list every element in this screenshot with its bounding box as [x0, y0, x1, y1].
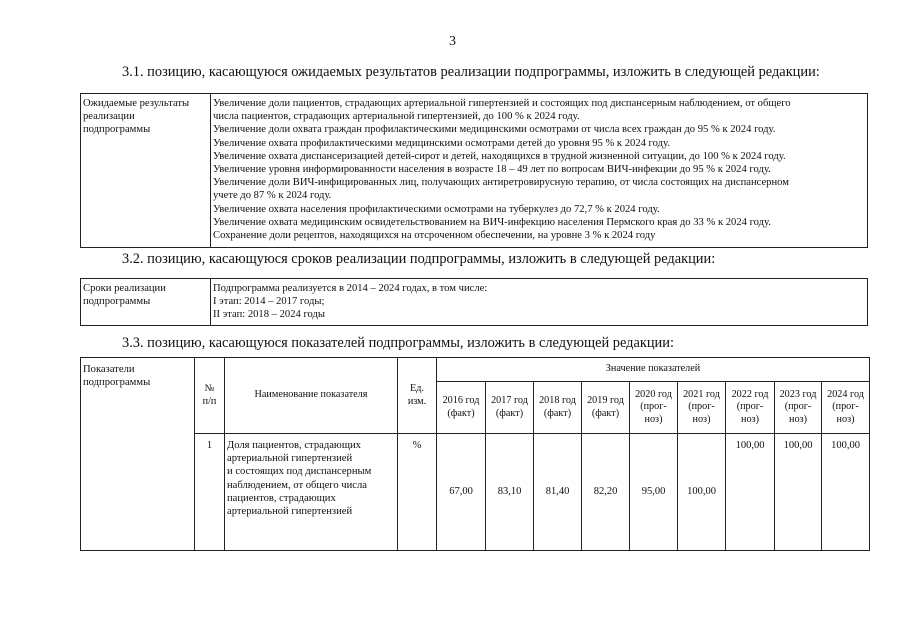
year-line: ноз)	[644, 413, 663, 425]
indicators-table	[80, 357, 870, 551]
year-header-2022	[726, 382, 775, 434]
year-header-2017	[486, 382, 534, 434]
result-line: Увеличение охвата медицинским освидетельствованием на ВИЧ-инфекцию населения Пермского края до 33 % к 2024 году.	[213, 216, 771, 228]
section-3-heading: 3.3. позицию, касающуюся показателей подпрограммы, изложить в следующей редакции:	[122, 335, 674, 351]
results-content	[211, 94, 868, 248]
indicators-label	[81, 358, 195, 551]
result-line: Увеличение доли ВИЧ-инфицированных лиц, получающих антиретровирусную терапию, от числа состоящих на диспансерном	[213, 177, 789, 189]
indicators-label-line: подпрограммы	[83, 377, 151, 389]
result-line: Увеличение охвата населения профилактическими осмотрами на туберкулез до 72,7 % к 2024 году.	[213, 203, 660, 215]
year-line: 2016 год	[442, 394, 480, 406]
terms-label-line: подпрограммы	[83, 296, 151, 308]
year-line: (прог-	[784, 401, 812, 413]
value-2017: 83,10	[486, 434, 534, 551]
year-header-2018	[534, 382, 582, 434]
value-2020: 95,00	[630, 434, 678, 551]
result-line: учете до 87 % к 2024 году.	[213, 190, 332, 202]
results-label-line: подпрограммы	[83, 124, 151, 136]
year-header-2016	[437, 382, 486, 434]
value-2018: 81,40	[534, 434, 582, 551]
results-row	[81, 94, 868, 248]
page-number: 3	[449, 34, 456, 49]
year-header-2021	[678, 382, 726, 434]
value-2019: 82,20	[582, 434, 630, 551]
col-unit-line: изм.	[407, 395, 427, 407]
year-line: (факт)	[495, 407, 524, 419]
terms-row	[81, 279, 868, 326]
indicator-name-line: пациентов, страдающих	[227, 492, 336, 504]
result-line: Увеличение доли охвата граждан профилактическими медицинскими осмотрами от числа всех граждан до 95 % к 2024 году.	[213, 124, 776, 136]
year-header-2024	[822, 382, 870, 434]
table-row	[81, 434, 870, 551]
indicators-header-row-1	[81, 358, 870, 382]
value-2016: 67,00	[437, 434, 486, 551]
value-2024: 100,00	[822, 434, 870, 551]
values-header: Значение показателей	[437, 358, 870, 382]
year-header-2023	[775, 382, 822, 434]
section-1-heading: 3.1. позицию, касающуюся ожидаемых результатов реализации подпрограммы, изложить в следующей редакции:	[122, 64, 820, 80]
terms-label	[81, 279, 211, 326]
indicator-name-line: Доля пациентов, страдающих	[227, 440, 361, 451]
year-line: (прог-	[736, 401, 764, 413]
year-line: (факт)	[543, 407, 572, 419]
year-line: 2018 год	[539, 394, 576, 406]
indicator-name-line: артериальной гипертензией	[227, 506, 353, 518]
value-2023: 100,00	[775, 434, 822, 551]
year-line: 2024 год	[827, 388, 864, 400]
year-line: (факт)	[591, 407, 620, 419]
year-line: (прог-	[832, 401, 859, 413]
col-unit-header	[398, 358, 437, 434]
result-line: Увеличение охвата профилактическими медицинскими осмотрами детей до уровня 95 % к 2024 году.	[213, 137, 670, 149]
value-2021: 100,00	[678, 434, 726, 551]
results-table	[80, 93, 868, 248]
row-number: 1	[195, 434, 225, 551]
col-no-line: №	[204, 382, 215, 394]
indicator-unit: %	[398, 434, 437, 551]
year-line: ноз)	[789, 413, 807, 425]
year-line: 2021 год	[683, 388, 720, 400]
col-no-header	[195, 358, 225, 434]
year-header-2019	[582, 382, 630, 434]
indicator-name-line: и состоящих под диспансерным	[227, 466, 372, 478]
result-line: Увеличение доли пациентов, страдающих артериальной гипертензией и состоящих под диспансерным наблюдением, от общего	[213, 98, 791, 109]
col-name-header: Наименование показателя	[225, 358, 398, 434]
result-line: Увеличение охвата диспансеризацией детей-сирот и детей, находящихся в трудной жизненной ситуации, до 100 % к 2024 году.	[213, 150, 786, 162]
year-line: 2023 год	[779, 388, 817, 400]
indicator-name	[225, 434, 398, 551]
year-header-2020	[630, 382, 678, 434]
year-line: ноз)	[692, 413, 711, 425]
terms-line: II этап: 2018 – 2024 годы	[213, 309, 326, 321]
year-line: 2022 год	[731, 388, 769, 400]
year-line: 2020 год	[635, 388, 672, 400]
results-label-line: Ожидаемые результаты	[83, 98, 190, 109]
year-line: (прог-	[640, 401, 667, 413]
results-label-line: реализации	[83, 111, 135, 123]
terms-table	[80, 278, 868, 326]
year-line: ноз)	[741, 413, 759, 425]
results-label	[81, 94, 211, 248]
section-2-heading: 3.2. позицию, касающуюся сроков реализации подпрограммы, изложить в следующей редакции:	[122, 251, 716, 267]
year-line: (прог-	[688, 401, 715, 413]
value-2022: 100,00	[726, 434, 775, 551]
terms-content	[211, 279, 868, 326]
year-line: 2019 год	[587, 394, 624, 406]
terms-label-line: Сроки реализации	[83, 283, 166, 294]
result-line: числа пациентов, страдающих артериальной гипертензией, до 100 % к 2024 году.	[213, 111, 580, 123]
col-no-line: п/п	[202, 395, 217, 407]
terms-line: I этап: 2014 – 2017 годы;	[213, 296, 325, 308]
col-unit-line: Ед.	[410, 382, 424, 394]
result-line: Увеличение уровня информированности населения в возрасте 18 – 49 лет по вопросам ВИЧ-инфекции до 95 % к 2024 году.	[213, 164, 771, 176]
year-line: (факт)	[447, 407, 475, 419]
result-line: Сохранение доли рецептов, находящихся на отсроченном обеспечении, на уровне 3 % к 2024 году	[213, 230, 656, 242]
indicators-label-line: Показатели	[83, 364, 135, 375]
year-line: ноз)	[836, 413, 855, 425]
year-line: 2017 год	[491, 394, 528, 406]
indicator-name-line: наблюдением, от общего числа	[227, 479, 367, 491]
indicator-name-line: артериальной гипертензией	[227, 453, 353, 465]
terms-line: Подпрограмма реализуется в 2014 – 2024 годах, в том числе:	[213, 283, 488, 294]
